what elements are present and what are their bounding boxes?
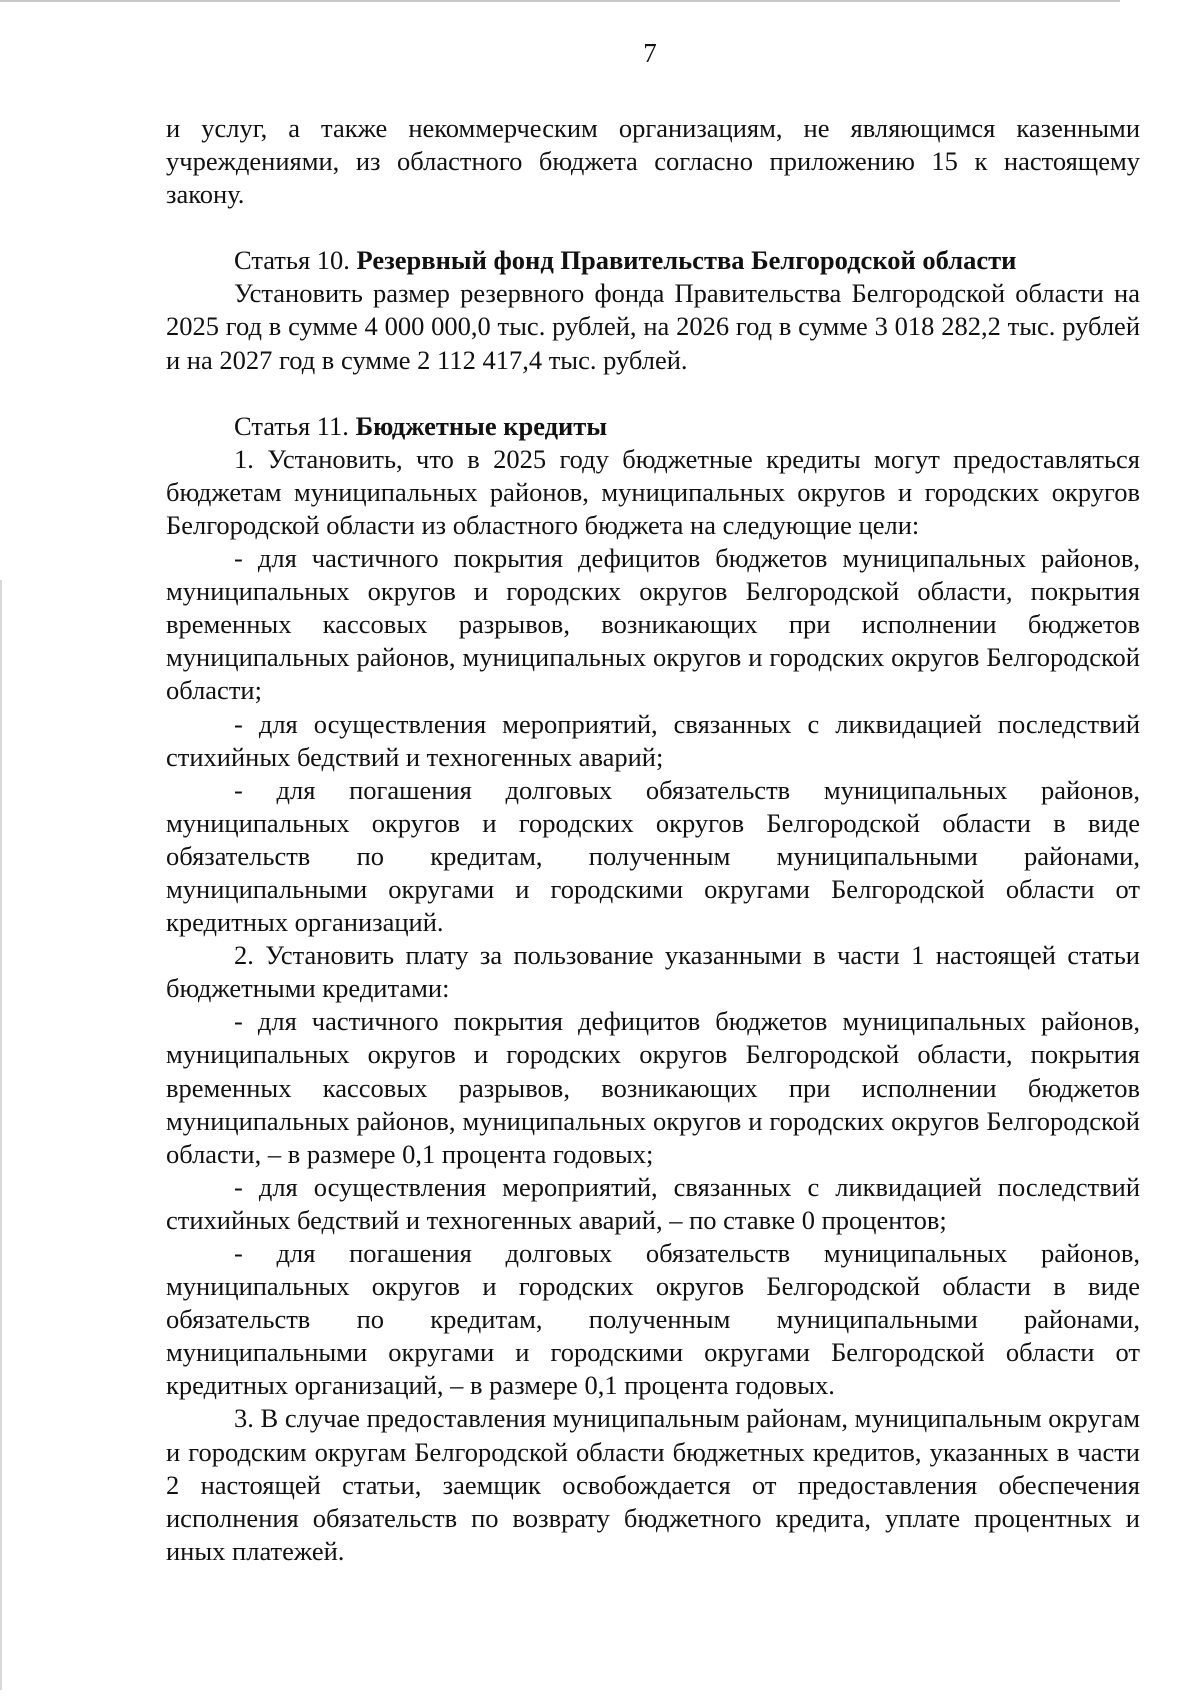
page-number: 7 bbox=[643, 38, 657, 68]
article-10-heading bbox=[166, 244, 1140, 277]
article-11-label: Статья 11. bbox=[234, 410, 356, 441]
article-11-heading bbox=[166, 410, 1140, 443]
article-11-part-2-item-2: - для осуществления мероприятий, связанных с ликвидацией последствий стихийных бедствий и техногенных аварий, – по ставке 0 процентов; bbox=[166, 1171, 1140, 1235]
document-body bbox=[166, 112, 1140, 1568]
article-11-part-2-item-3: - для погашения долговых обязательств муниципальных районов, муниципальных округов и городских округов Белгородской области в виде обязательств по кредитам, полученным муниципальными районами, муниципальными округами и городскими округами Белгородской области от кредитных организаций, – в размере 0,1 процента годовых. bbox=[166, 1238, 1140, 1401]
article-10-text: Установить размер резервного фонда Правительства Белгородской области на 2025 год в сумме 4 000 000,0 тыс. рублей, на 2026 год в сумме 3 018 282,2 тыс. рублей и на 2027 год в сумме 2 112 417,4 тыс. рублей. bbox=[166, 278, 1140, 375]
scan-edge-left bbox=[0, 580, 2, 1690]
article-11-part-1-item-2: - для осуществления мероприятий, связанных с ликвидацией последствий стихийных бедствий и техногенных аварий; bbox=[166, 708, 1140, 772]
article-11-part-2: 2. Установить плату за пользование указанными в части 1 настоящей статьи бюджетными кредитами: bbox=[166, 940, 1140, 1004]
article-11-part-1-item-3: - для погашения долговых обязательств муниципальных районов, муниципальных округов и городских округов Белгородской области в виде обязательств по кредитам, полученным муниципальными районами, муниципальными округами и городскими округами Белгородской области от кредитных организаций. bbox=[166, 774, 1140, 938]
article-11-title: Бюджетные кредиты bbox=[355, 410, 608, 441]
article-10-label: Статья 10. bbox=[234, 245, 357, 276]
paragraph-continuation: и услуг, а также некоммерческим организациям, не являющимся казенными учреждениями, из областного бюджета согласно приложению 15 к настоящему закону. bbox=[166, 113, 1140, 210]
article-11-part-3: 3. В случае предоставления муниципальным районам, муниципальным округам и городским округам Белгородской области бюджетных кредитов, указанных в части 2 настоящей статьи, заемщик освобождается от предоставления обеспечения исполнения обязательств по возврату бюджетного кредита, уплате процентных и иных платежей. bbox=[166, 1403, 1140, 1566]
article-10-title: Резервный фонд Правительства Белгородской области bbox=[356, 245, 1017, 276]
article-11-part-1-item-1: - для частичного покрытия дефицитов бюджетов муниципальных районов, муниципальных округов и городских округов Белгородской области, покрытия временных кассовых разрывов, возникающих при исполнении бюджетов муниципальных районов, муниципальных округов и городских округов Белгородской области; bbox=[166, 543, 1140, 706]
scan-edge-top bbox=[0, 0, 1120, 2]
article-11-part-1: 1. Установить, что в 2025 году бюджетные кредиты могут предоставляться бюджетам муниципальных районов, муниципальных округов и городских округов Белгородской области из областного бюджета на следующие цели: bbox=[166, 443, 1140, 540]
article-11-part-2-item-1: - для частичного покрытия дефицитов бюджетов муниципальных районов, муниципальных округов и городских округов Белгородской области, покрытия временных кассовых разрывов, возникающих при исполнении бюджетов муниципальных районов, муниципальных округов и городских округов Белгородской области, – в размере 0,1 процента годовых; bbox=[166, 1006, 1140, 1169]
